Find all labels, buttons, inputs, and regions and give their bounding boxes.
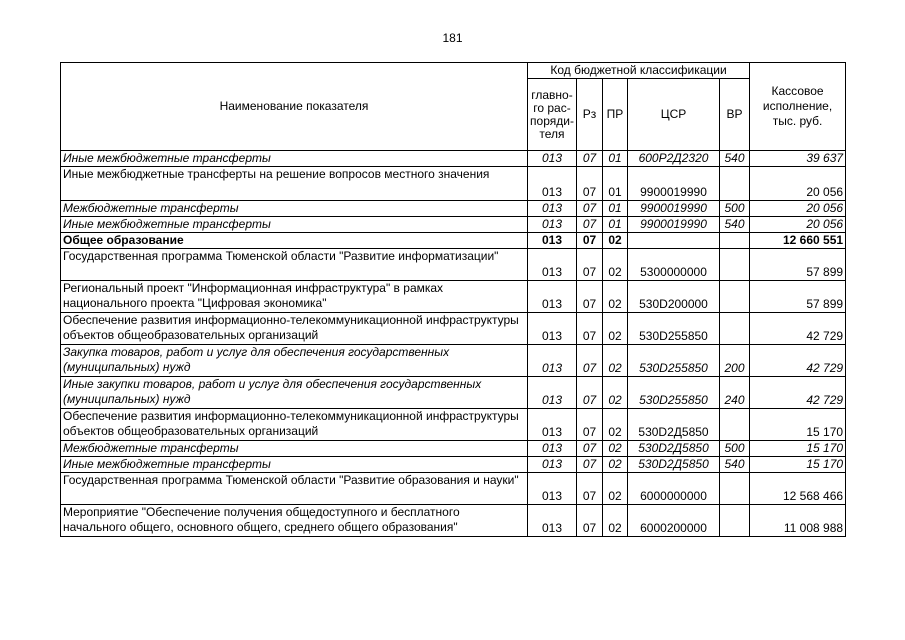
row-section-code: 07 <box>577 313 603 345</box>
row-target-article-code: 530D255850 <box>628 377 720 409</box>
row-name: Региональный проект "Информационная инфраструктура" в рамках национального проекта "Цифровая экономика" <box>61 281 528 313</box>
row-section-code: 07 <box>577 473 603 505</box>
table-row <box>61 441 846 457</box>
row-section-code: 07 <box>577 249 603 281</box>
row-amount: 11 008 988 <box>750 505 846 537</box>
row-chief-manager-code: 013 <box>528 201 577 217</box>
header-subsection: ПР <box>603 79 628 151</box>
table-row <box>61 151 846 167</box>
row-name: Иные межбюджетные трансферты <box>61 217 528 233</box>
row-expense-type-code: 500 <box>720 441 750 457</box>
row-target-article-code: 600Р2Д2320 <box>628 151 720 167</box>
row-chief-manager-code: 013 <box>528 441 577 457</box>
row-subsection-code: 02 <box>603 505 628 537</box>
row-chief-manager-code: 013 <box>528 167 577 201</box>
row-target-article-code: 5300000000 <box>628 249 720 281</box>
row-name: Обеспечение развития информационно-телекоммуникационной инфраструктуры объектов общеобразовательных организаций <box>61 313 528 345</box>
table-row <box>61 377 846 409</box>
row-expense-type-code <box>720 249 750 281</box>
row-name: Государственная программа Тюменской области "Развитие образования и науки" <box>61 473 528 505</box>
row-amount: 20 056 <box>750 167 846 201</box>
row-subsection-code: 02 <box>603 409 628 441</box>
table-row <box>61 233 846 249</box>
table-row <box>61 281 846 313</box>
row-amount: 12 660 551 <box>750 233 846 249</box>
row-target-article-code <box>628 233 720 249</box>
row-amount: 20 056 <box>750 217 846 233</box>
row-chief-manager-code: 013 <box>528 217 577 233</box>
row-expense-type-code <box>720 167 750 201</box>
header-target-article: ЦСР <box>628 79 720 151</box>
row-section-code: 07 <box>577 217 603 233</box>
table-row <box>61 167 846 201</box>
row-subsection-code: 01 <box>603 201 628 217</box>
table-row <box>61 201 846 217</box>
row-section-code: 07 <box>577 233 603 249</box>
row-amount: 42 729 <box>750 345 846 377</box>
row-name: Иные закупки товаров, работ и услуг для обеспечения государственных (муниципальных) нужд <box>61 377 528 409</box>
row-target-article-code: 530D255850 <box>628 313 720 345</box>
table-body <box>61 151 846 537</box>
row-section-code: 07 <box>577 457 603 473</box>
row-chief-manager-code: 013 <box>528 281 577 313</box>
row-chief-manager-code: 013 <box>528 409 577 441</box>
row-expense-type-code <box>720 313 750 345</box>
header-chief-manager: главно- го рас- поряди- теля <box>528 79 577 151</box>
row-amount: 20 056 <box>750 201 846 217</box>
row-target-article-code: 9900019990 <box>628 217 720 233</box>
row-amount: 42 729 <box>750 313 846 345</box>
row-target-article-code: 6000200000 <box>628 505 720 537</box>
row-amount: 15 170 <box>750 457 846 473</box>
row-subsection-code: 02 <box>603 345 628 377</box>
row-expense-type-code: 240 <box>720 377 750 409</box>
row-expense-type-code: 540 <box>720 217 750 233</box>
table-row <box>61 473 846 505</box>
row-subsection-code: 02 <box>603 313 628 345</box>
row-section-code: 07 <box>577 505 603 537</box>
row-chief-manager-code: 013 <box>528 151 577 167</box>
row-expense-type-code: 200 <box>720 345 750 377</box>
row-subsection-code: 01 <box>603 217 628 233</box>
table-row <box>61 217 846 233</box>
row-name: Государственная программа Тюменской области "Развитие информатизации" <box>61 249 528 281</box>
row-name: Иные межбюджетные трансферты <box>61 151 528 167</box>
row-target-article-code: 530D200000 <box>628 281 720 313</box>
table-row <box>61 249 846 281</box>
row-amount: 42 729 <box>750 377 846 409</box>
header-section: Рз <box>577 79 603 151</box>
row-amount: 39 637 <box>750 151 846 167</box>
header-budget-code-group: Код бюджетной классификации <box>528 63 750 79</box>
row-amount: 12 568 466 <box>750 473 846 505</box>
row-amount: 57 899 <box>750 249 846 281</box>
page-number: 181 <box>442 31 463 45</box>
row-chief-manager-code: 013 <box>528 473 577 505</box>
row-target-article-code: 9900019990 <box>628 167 720 201</box>
row-subsection-code: 02 <box>603 233 628 249</box>
row-expense-type-code: 540 <box>720 457 750 473</box>
table-row <box>61 409 846 441</box>
row-chief-manager-code: 013 <box>528 457 577 473</box>
row-subsection-code: 02 <box>603 441 628 457</box>
row-expense-type-code: 500 <box>720 201 750 217</box>
table-row <box>61 505 846 537</box>
row-name: Иные межбюджетные трансферты <box>61 457 528 473</box>
row-target-article-code: 530D255850 <box>628 345 720 377</box>
row-expense-type-code: 540 <box>720 151 750 167</box>
row-section-code: 07 <box>577 151 603 167</box>
row-chief-manager-code: 013 <box>528 249 577 281</box>
row-name: Обеспечение развития информационно-телекоммуникационной инфраструктуры объектов общеобразовательных организаций <box>61 409 528 441</box>
table-row <box>61 457 846 473</box>
row-subsection-code: 02 <box>603 281 628 313</box>
row-chief-manager-code: 013 <box>528 345 577 377</box>
row-name: Мероприятие "Обеспечение получения общедоступного и бесплатного начального общего, основного общего, среднего общего образования" <box>61 505 528 537</box>
header-cash-execution: Кассовое исполнение, тыс. руб. <box>750 63 846 151</box>
row-expense-type-code <box>720 473 750 505</box>
row-expense-type-code <box>720 281 750 313</box>
table-row <box>61 345 846 377</box>
row-chief-manager-code: 013 <box>528 313 577 345</box>
row-expense-type-code <box>720 233 750 249</box>
row-name: Закупка товаров, работ и услуг для обеспечения государственных (муниципальных) нужд <box>61 345 528 377</box>
row-name: Иные межбюджетные трансферты на решение вопросов местного значения <box>61 167 528 201</box>
row-section-code: 07 <box>577 167 603 201</box>
row-target-article-code: 6000000000 <box>628 473 720 505</box>
row-expense-type-code <box>720 409 750 441</box>
row-name: Общее образование <box>61 233 528 249</box>
row-subsection-code: 02 <box>603 457 628 473</box>
row-subsection-code: 02 <box>603 377 628 409</box>
budget-execution-table <box>60 62 846 537</box>
row-subsection-code: 01 <box>603 151 628 167</box>
row-chief-manager-code: 013 <box>528 377 577 409</box>
row-chief-manager-code: 013 <box>528 233 577 249</box>
header-indicator-name: Наименование показателя <box>61 63 528 151</box>
row-section-code: 07 <box>577 345 603 377</box>
row-name: Межбюджетные трансферты <box>61 201 528 217</box>
row-target-article-code: 530D2Д5850 <box>628 441 720 457</box>
row-amount: 15 170 <box>750 409 846 441</box>
row-name: Межбюджетные трансферты <box>61 441 528 457</box>
row-amount: 15 170 <box>750 441 846 457</box>
header-expense-type: ВР <box>720 79 750 151</box>
row-subsection-code: 01 <box>603 167 628 201</box>
row-amount: 57 899 <box>750 281 846 313</box>
row-subsection-code: 02 <box>603 473 628 505</box>
row-section-code: 07 <box>577 409 603 441</box>
row-subsection-code: 02 <box>603 249 628 281</box>
table-row <box>61 313 846 345</box>
row-expense-type-code <box>720 505 750 537</box>
row-chief-manager-code: 013 <box>528 505 577 537</box>
row-section-code: 07 <box>577 201 603 217</box>
row-target-article-code: 9900019990 <box>628 201 720 217</box>
table-header <box>61 63 846 151</box>
row-section-code: 07 <box>577 281 603 313</box>
row-section-code: 07 <box>577 377 603 409</box>
row-target-article-code: 530D2Д5850 <box>628 457 720 473</box>
row-target-article-code: 530D2Д5850 <box>628 409 720 441</box>
row-section-code: 07 <box>577 441 603 457</box>
